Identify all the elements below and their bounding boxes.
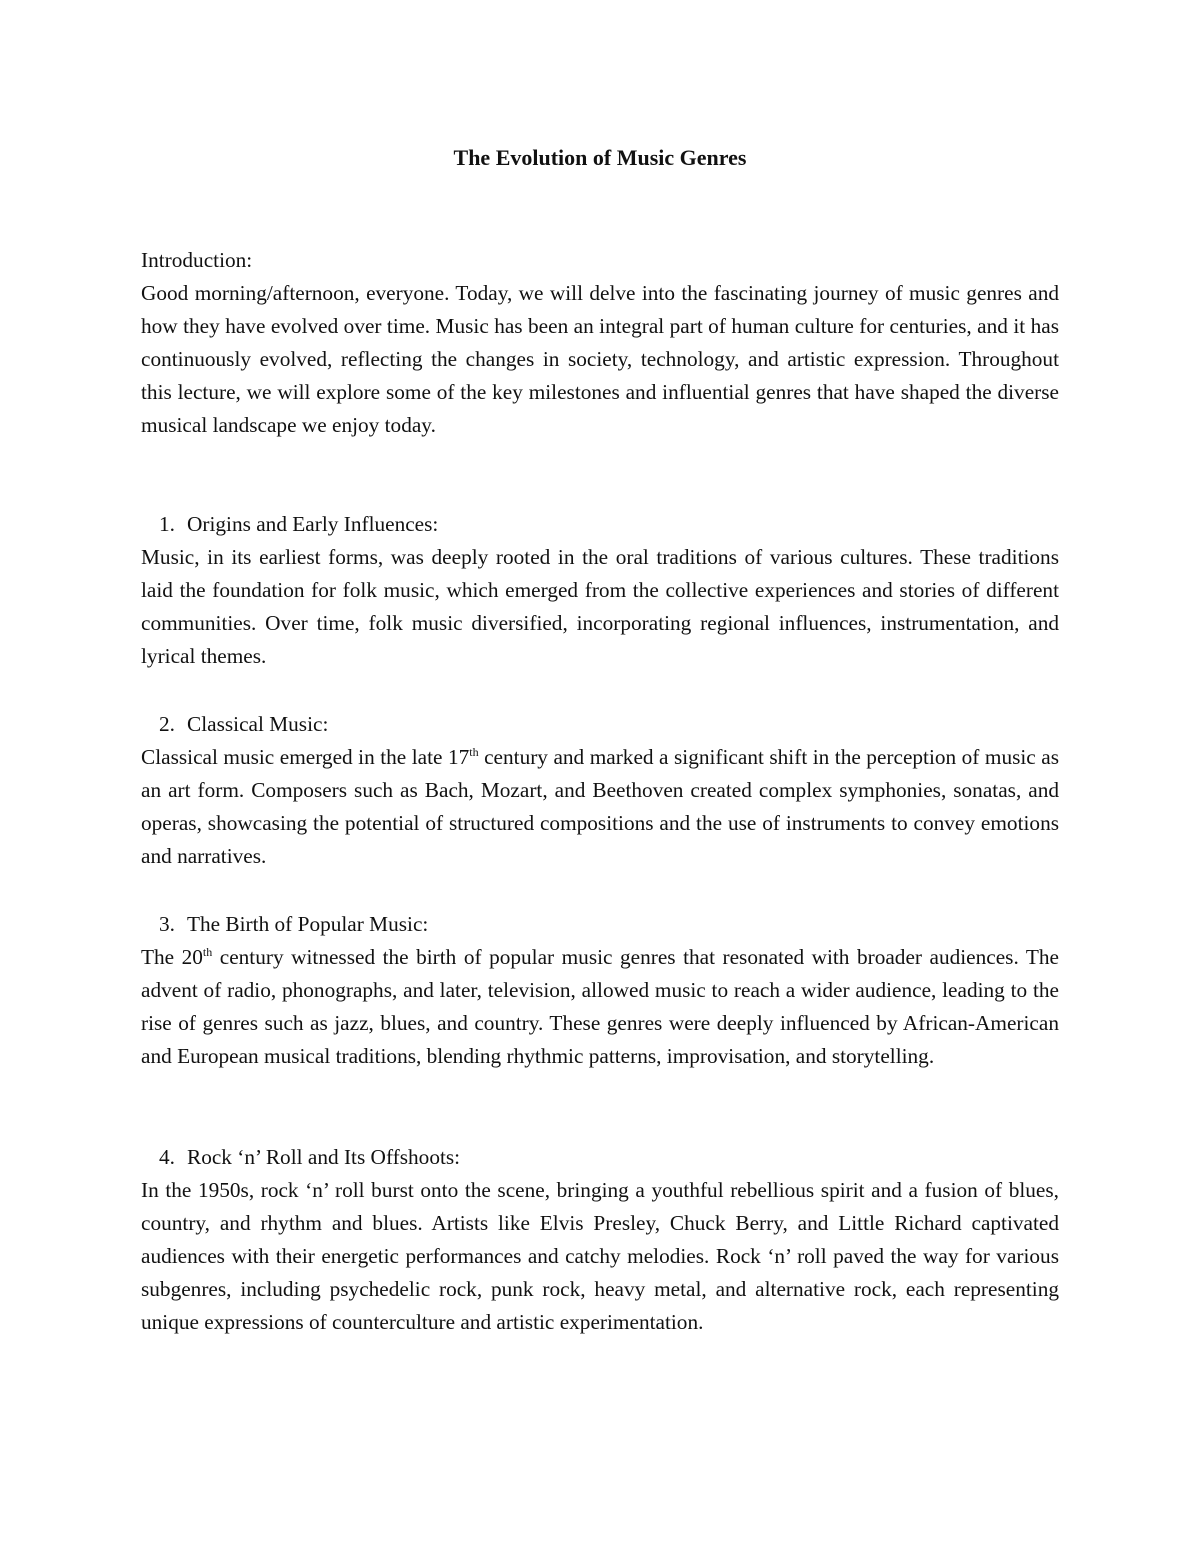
section-2-number: 2. bbox=[159, 712, 175, 736]
section-2-heading bbox=[141, 708, 328, 741]
section-3-text-b: century witnessed the birth of popular music genres that resonated with broader audiences. The advent of radio, phonographs, and later, television, allowed music to reach a wider audience, leading to the rise of genres such as jazz, blues, and country. These genres were deeply influenced by African-American and European musical traditions, blending rhythmic patterns, improvisation, and storytelling. bbox=[141, 945, 1059, 1068]
section-4-paragraph: In the 1950s, rock ‘n’ roll burst onto the scene, bringing a youthful rebellious spirit and a fusion of blues, country, and rhythm and blues. Artists like Elvis Presley, Chuck Berry, and Little Richard captivated audiences with their energetic performances and catchy melodies. Rock ‘n’ roll paved the way for various subgenres, including psychedelic rock, punk rock, heavy metal, and alternative rock, each representing unique expressions of counterculture and artistic experimentation. bbox=[141, 1178, 1059, 1334]
section-2-title: Classical Music: bbox=[187, 712, 329, 736]
intro-paragraph: Good morning/afternoon, everyone. Today, we will delve into the fascinating journey of music genres and how they have evolved over time. Music has been an integral part of human culture for centuries, and it has continuously evolved, reflecting the changes in society, technology, and artistic expression. Throughout this lecture, we will explore some of the key milestones and influential genres that have shaped the diverse musical landscape we enjoy today. bbox=[141, 281, 1059, 437]
document-title: The Evolution of Music Genres bbox=[453, 145, 747, 170]
section-3-heading bbox=[141, 908, 428, 941]
section-2-paragraph bbox=[141, 741, 1059, 873]
section-4-title: Rock ‘n’ Roll and Its Offshoots: bbox=[187, 1145, 461, 1169]
section-2-text-a: Classical music emerged in the late 17 bbox=[141, 745, 470, 769]
section-4-heading bbox=[141, 1141, 460, 1174]
section-1-title: Origins and Early Influences: bbox=[187, 512, 439, 536]
section-3-paragraph bbox=[141, 941, 1059, 1073]
section-3-superscript: th bbox=[202, 944, 213, 959]
section-3-number: 3. bbox=[159, 912, 175, 936]
section-4-number: 4. bbox=[159, 1145, 175, 1169]
section-1-number: 1. bbox=[159, 512, 175, 536]
section-3-title: The Birth of Popular Music: bbox=[187, 912, 429, 936]
section-1-heading bbox=[141, 508, 438, 541]
section-2-text-b: century and marked a significant shift in the perception of music as an art form. Composers such as Bach, Mozart, and Beethoven created complex symphonies, sonatas, and operas, showcasing the potential of structured compositions and the use of instruments to convey emotions and narratives. bbox=[141, 745, 1059, 868]
section-1-paragraph: Music, in its earliest forms, was deeply rooted in the oral traditions of various cultures. These traditions laid the foundation for folk music, which emerged from the collective experiences and stories of different communities. Over time, folk music diversified, incorporating regional influences, instrumentation, and lyrical themes. bbox=[141, 545, 1059, 668]
section-3-text-a: The 20 bbox=[141, 945, 203, 969]
section-2-superscript: th bbox=[469, 744, 479, 759]
intro-label: Introduction: bbox=[141, 248, 253, 272]
